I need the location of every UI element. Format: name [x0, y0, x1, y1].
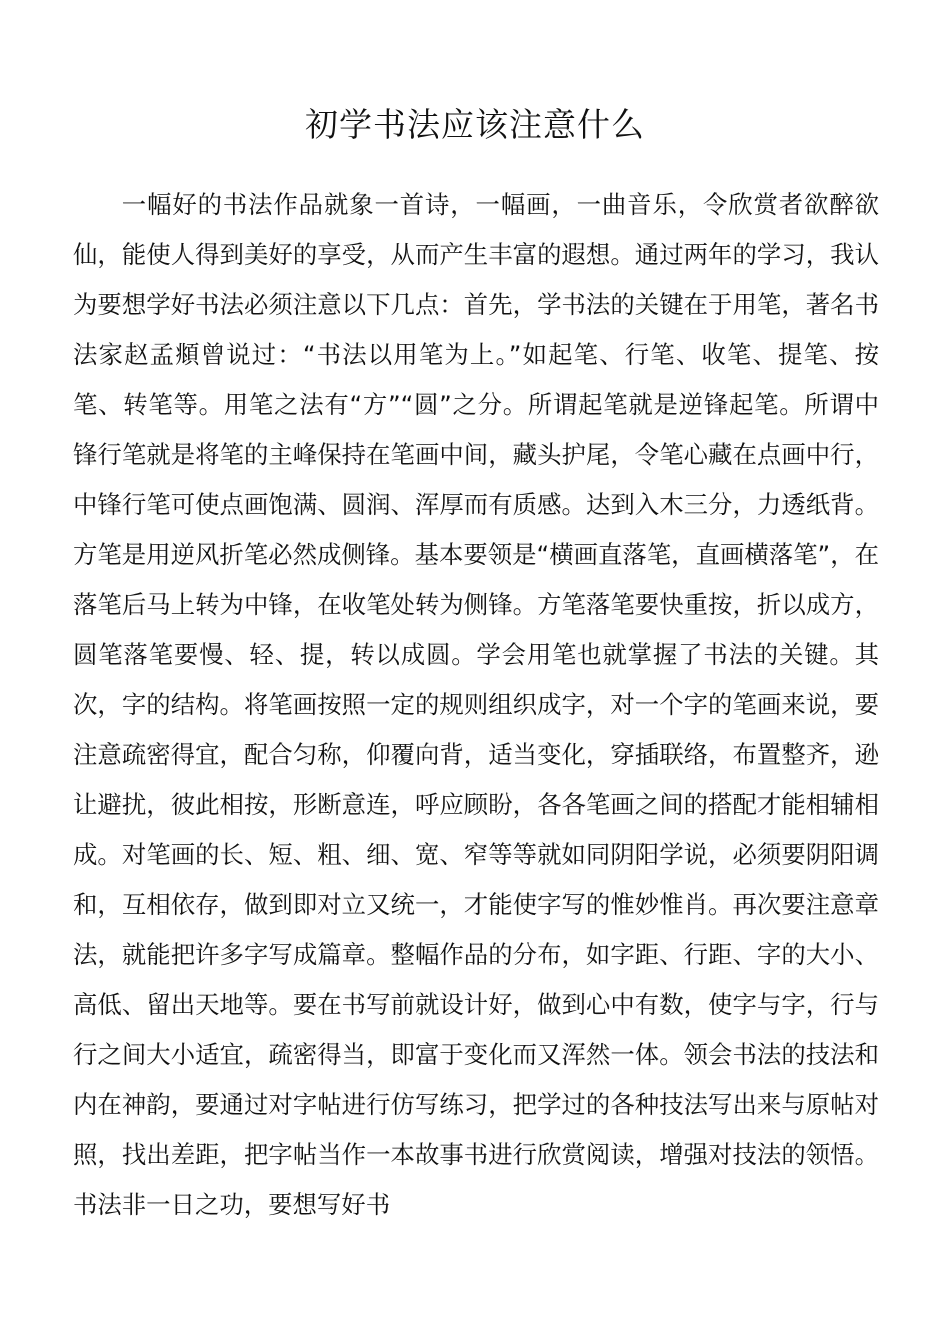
document-title: 初学书法应该注意什么	[305, 105, 645, 144]
body-paragraph: 一幅好的书法作品就象一首诗，一幅画，一曲音乐，令欣赏者欲醉欲仙，能使人得到美好的享受，从而产生丰富的遐想。通过两年的学习，我认为要想学好书法必须注意以下几点：首先，学书法的关键在于用笔，著名书法家赵孟頫曾说过：“书法以用笔为上。”如起笔、行笔、收笔、提笔、按笔、转笔等。用笔之法有“方”“圆”之分。所谓起笔就是逆锋起笔。所谓中锋行笔就是将笔的主峰保持在笔画中间，藏头护尾，令笔心藏在点画中行，中锋行笔可使点画饱满、圆润、浑厚而有质感。达到入木三分，力透纸背。方笔是用逆风折笔必然成侧锋。基本要领是“横画直落笔，直画横落笔”，在落笔后马上转为中锋，在收笔处转为侧锋。方笔落笔要快重按，折以成方，圆笔落笔要慢、轻、提，转以成圆。学会用笔也就掌握了书法的关键。其次，字的结构。将笔画按照一定的规则组织成字，对一个字的笔画来说，要注意疏密得宜，配合匀称，仰覆向背，适当变化，穿插联络，布置整齐，逊让避扰，彼此相按，形断意连，呼应顾盼，各各笔画之间的搭配才能相辅相成。对笔画的长、短、粗、细、宽、窄等等就如同阴阳学说，必须要阴阳调和，互相依存，做到即对立又统一，才能使字写的惟妙惟肖。再次要注意章法，就能把许多字写成篇章。整幅作品的分布，如字距、行距、字的大小、高低、留出天地等。要在书写前就设计好，做到心中有数，使字与字，行与行之间大小适宜，疏密得当，即富于变化而又浑然一体。领会书法的技法和内在神韵，要通过对字帖进行仿写练习，把学过的各种技法写出来与原帖对照，找出差距，把字帖当作一本故事书进行欣赏阅读，增强对技法的领悟。书法非一日之功，要想写好书	[73, 190, 879, 1219]
